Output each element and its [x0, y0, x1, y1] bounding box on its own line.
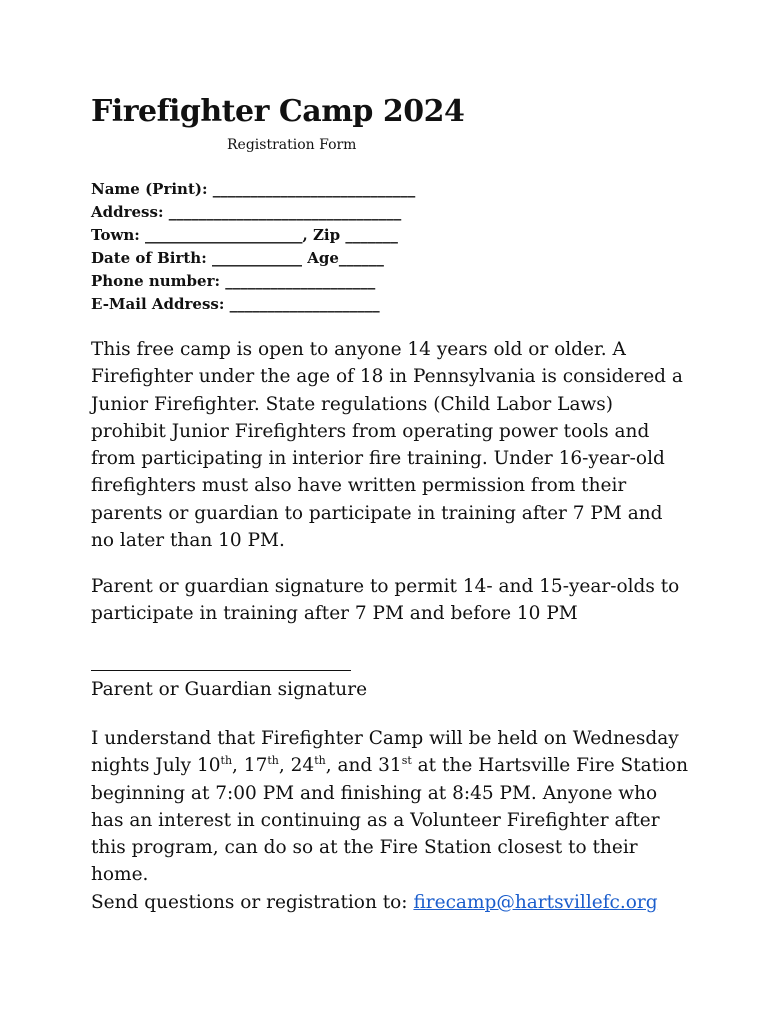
signature-line[interactable] — [91, 670, 351, 671]
eligibility-paragraph: This free camp is open to anyone 14 years old or older. A Firefighter under the age of 18 in Pennsylvania is considered a Junior Firefighter. State regulations (Child Labor Laws) prohibit Junior Firefighters from operating power tools and from participating in interior fire training. Under 16-year-old firefighters must also have written permission from their parents or guardian to participate in training after 7 PM and no later than 10 PM. — [91, 339, 683, 552]
schedule-details: at the Hartsville Fire Station beginning at 7:00 PM and finishing at 8:45 PM. Anyone who has an interest in continuing as a Volunteer Firefighter after this program, can do so at the Fire Station closest to their home. — [91, 755, 689, 886]
address-field[interactable]: Address: _______________________________ — [91, 203, 402, 221]
schedule-intro: I understand that Firefighter Camp will be held on Wednesday nights July 10 — [91, 728, 679, 777]
phone-field[interactable]: Phone number: ____________________ — [91, 272, 376, 290]
date-separator: , and 31 — [325, 755, 402, 777]
ordinal-suffix: th — [267, 754, 279, 768]
ordinal-suffix: th — [220, 754, 233, 768]
ordinal-suffix: st — [401, 754, 412, 768]
contact-prefix: Send questions or registration to: — [91, 891, 414, 913]
registration-fields — [91, 178, 415, 316]
date-separator: , 17 — [232, 755, 268, 777]
page-subtitle: Registration Form — [227, 137, 357, 153]
email-field[interactable]: E-Mail Address: ____________________ — [91, 295, 380, 313]
town-zip-field[interactable]: Town: _____________________, Zip _______ — [91, 226, 398, 244]
signature-label: Parent or Guardian signature — [91, 679, 368, 700]
ordinal-suffix: th — [314, 754, 326, 768]
contact-email-link[interactable]: firecamp@hartsvillefc.org — [413, 891, 658, 913]
date-separator: , 24 — [278, 755, 315, 777]
schedule-paragraph — [91, 725, 691, 916]
page-title: Firefighter Camp 2024 — [91, 94, 465, 129]
permission-paragraph: Parent or guardian signature to permit 14- and 15-year-olds to participate in training after 7 PM and before 10 PM — [91, 576, 680, 625]
name-field[interactable]: Name (Print): ___________________________ — [91, 180, 416, 198]
birth-age-field[interactable]: Date of Birth: ____________ Age______ — [91, 249, 384, 267]
